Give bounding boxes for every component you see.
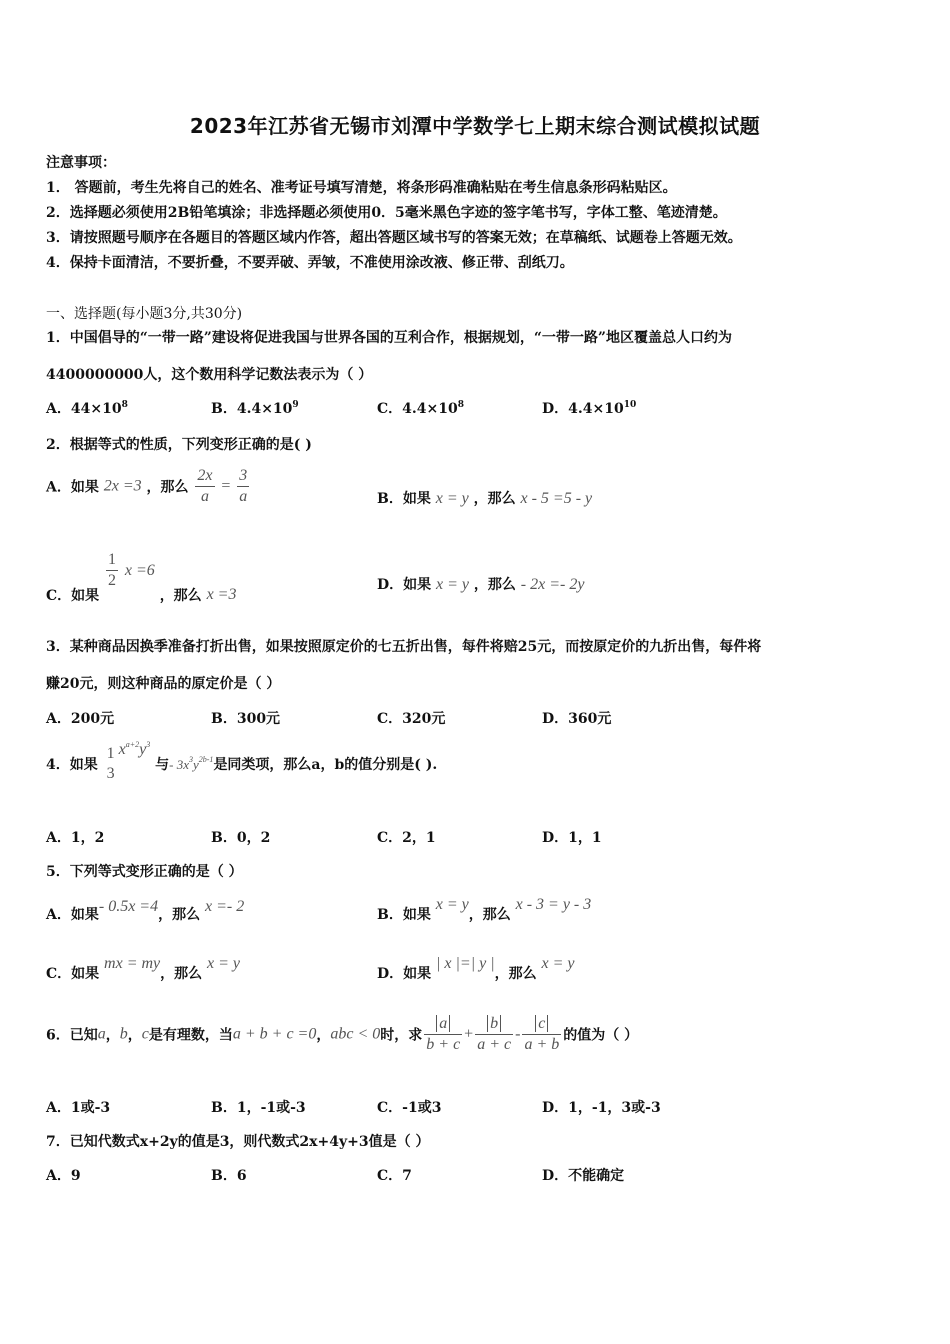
q1-stem-line1: 1．中国倡导的“一带一路”建设将促进我国与世界各国的互利合作，根据规划，“一带一路”地区覆盖总人口约为 <box>46 330 732 346</box>
q2-option-d[interactable]: D．如果 x = y ，那么 - 2x =- 2y <box>377 576 585 593</box>
q1-option-a[interactable]: A．$44\times 10^8$ <box>46 400 128 417</box>
q2-option-b[interactable]: B．如果 x = y ，那么 x - 5 =5 - y <box>377 490 593 507</box>
q5-option-b[interactable]: B．如果 x = y，那么 x - 3 = y - 3 <box>377 896 592 923</box>
q7-stem: 7．已知代数式x+2y的值是3，则代数式2x+4y+3值是（ ） <box>46 1134 430 1150</box>
q4-option-c[interactable]: C．2，1 <box>377 830 436 846</box>
notice-item-1: 1． 答题前，考生先将自己的姓名、准考证号填写清楚，将条形码准确粘贴在考生信息条形码粘贴区。 <box>46 180 677 196</box>
q4-option-b[interactable]: B．0，2 <box>211 830 271 846</box>
page-title: 2023年江苏省无锡市刘潭中学数学七上期末综合测试模拟试题 <box>189 114 761 138</box>
q1-option-c[interactable]: C．$4.4\times 10^8$ <box>377 400 464 417</box>
q7-option-b[interactable]: B．6 <box>211 1168 247 1184</box>
section-heading: 一、选择题(每小题3分,共30分) <box>46 306 243 322</box>
q6-option-c[interactable]: C．-1或3 <box>377 1100 442 1116</box>
q2-option-a[interactable]: A．如果 2x =3 ，那么 $\frac{2x}{a}$ = $\frac{3}{a}$ <box>46 467 248 505</box>
q3-option-c[interactable]: C．320元 <box>377 711 446 727</box>
q6-stem: 6．已知a，b，c是有理数，当a + b + c =0，abc < 0时，求 $\frac{a}{b + c}$ + $\frac{b}{a + c}$ - $\frac{c}{a + b}$ 的值为（ ） <box>46 1015 639 1053</box>
q1-option-b[interactable]: B．$4.4\times 10^9$ <box>211 400 299 417</box>
q2-stem: 2．根据等式的性质，下列变形正确的是( ) <box>46 437 312 453</box>
q7-option-c[interactable]: C．7 <box>377 1168 412 1184</box>
q5-option-d[interactable]: D．如果 | x |=| y |，那么 x = y <box>377 955 575 982</box>
q3-stem-line1: 3．某种商品因换季准备打折出售，如果按照原定价的七五折出售，每件将赔25元，而按原定价的九折出售，每件将 <box>46 639 762 655</box>
q2-option-c[interactable]: C．如果 $\frac{1}{2}$ x =6 ，那么 x =3 <box>46 551 237 604</box>
q3-option-d[interactable]: D．360元 <box>542 711 612 727</box>
q4-stem: 4．如果 1 3 $x^{a+2}y^3$ 与- $3x^3y^{2b-1}$是同类项，那么a，b的值分别是( ). <box>46 740 438 782</box>
q1-stem-line2: 4400000000人，这个数用科学记数法表示为（ ） <box>46 367 373 383</box>
q6-option-a[interactable]: A．1或-3 <box>46 1100 111 1116</box>
q3-option-a[interactable]: A．200元 <box>46 711 115 727</box>
q7-option-d[interactable]: D．不能确定 <box>542 1168 625 1184</box>
notice-item-4: 4．保持卡面清洁，不要折叠，不要弄破、弄皱，不准使用涂改液、修正带、刮纸刀。 <box>46 255 574 271</box>
q3-option-b[interactable]: B．300元 <box>211 711 281 727</box>
q4-option-d[interactable]: D．1，1 <box>542 830 602 846</box>
q6-option-b[interactable]: B．1，-1或-3 <box>211 1100 306 1116</box>
notice-heading: 注意事项： <box>46 155 116 171</box>
q5-option-c[interactable]: C．如果 mx = my，那么 x = y <box>46 955 241 982</box>
notice-item-3: 3．请按照题号顺序在各题目的答题区域内作答，超出答题区域书写的答案无效；在草稿纸、试题卷上答题无效。 <box>46 230 742 246</box>
q3-stem-line2: 赚20元，则这种商品的原定价是（ ） <box>46 676 281 692</box>
q4-option-a[interactable]: A．1，2 <box>46 830 105 846</box>
q6-option-d[interactable]: D．1，-1，3或-3 <box>542 1100 661 1116</box>
q1-option-d[interactable]: D．$4.4\times 10^{10}$ <box>542 400 637 417</box>
notice-item-2: 2．选择题必须使用2B铅笔填涂；非选择题必须使用0．5毫米黑色字迹的签字笔书写，字体工整、笔迹清楚。 <box>46 205 727 221</box>
q5-stem: 5．下列等式变形正确的是（ ） <box>46 864 243 880</box>
q5-option-a[interactable]: A．如果- 0.5x =4，那么 x =- 2 <box>46 898 245 923</box>
q7-option-a[interactable]: A．9 <box>46 1168 81 1184</box>
